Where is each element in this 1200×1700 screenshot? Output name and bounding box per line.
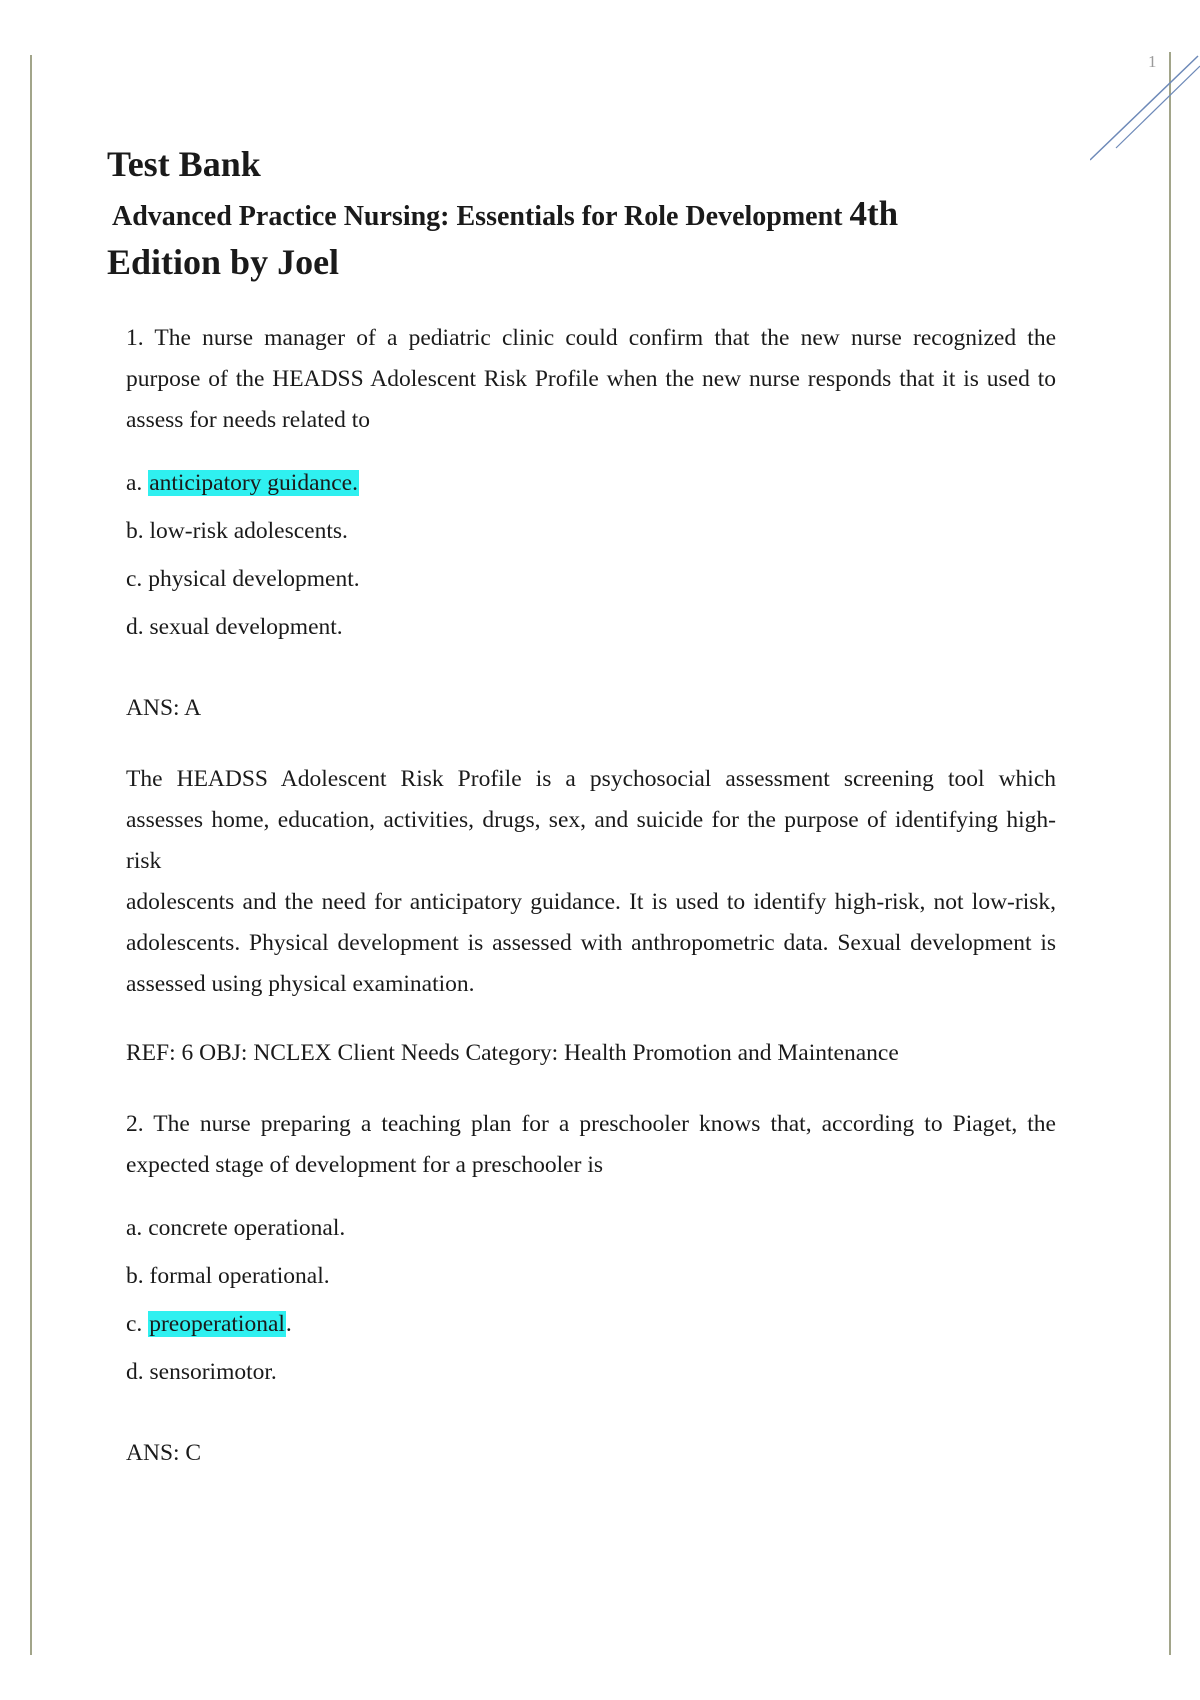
option-suffix: . <box>285 1311 292 1337</box>
title-line-3: Edition by Joel <box>107 242 340 282</box>
option-text: formal operational. <box>149 1263 330 1289</box>
rationale-line: adolescents and the need for anticipatory guidance. It is used to identify high-risk, not low-risk, <box>126 889 1056 915</box>
question-2-answer: ANS: C <box>126 1440 202 1466</box>
left-margin-rule <box>30 55 32 1655</box>
question-2-option-c <box>126 1304 1056 1345</box>
rationale-line: assessed using physical examination. <box>126 971 475 997</box>
option-text: physical development. <box>148 566 360 592</box>
question-2-option-b <box>126 1256 1056 1297</box>
question-1-option-a <box>126 463 1056 504</box>
question-1-stem: 1. The nurse manager of a pediatric clinic could confirm that the new nurse recognized the purpose of the HEADSS Adolescent Risk Profile when the new nurse responds that it is used to assess for needs related to <box>126 325 1056 433</box>
question-1-answer: ANS: A <box>126 695 202 721</box>
highlighted-answer: preoperational <box>149 1311 285 1337</box>
question-1-reference: REF: 6 OBJ: NCLEX Client Needs Category: Health Promotion and Maintenance <box>126 1040 899 1066</box>
question-2-stem: 2. The nurse preparing a teaching plan for a preschooler knows that, according to Piaget, the expected stage of development for a preschooler is <box>126 1111 1056 1178</box>
option-text: sexual development. <box>149 614 343 640</box>
question-1-option-b <box>126 511 1056 552</box>
edition-number: 4th <box>849 194 899 233</box>
option-prefix: a. <box>126 470 149 496</box>
option-prefix: c. <box>126 1311 149 1337</box>
option-text: concrete operational. <box>148 1215 346 1241</box>
option-prefix: b. <box>126 1263 150 1289</box>
corner-line-2 <box>1116 66 1200 148</box>
right-margin-rule <box>1169 52 1171 1655</box>
rationale-line: risk <box>126 848 162 874</box>
title-line-1: Test Bank <box>107 144 261 184</box>
question-2-option-a <box>126 1208 1056 1249</box>
book-title: Advanced Practice Nursing: Essentials for Role Development <box>112 201 843 232</box>
option-prefix: d. <box>126 1359 150 1385</box>
option-prefix: c. <box>126 566 149 592</box>
question-1-rationale <box>126 759 1056 1005</box>
option-prefix: d. <box>126 614 150 640</box>
title-block <box>107 140 1107 285</box>
question-2-option-d <box>126 1352 1056 1393</box>
rationale-line: assesses home, education, activities, drugs, sex, and suicide for the purpose of identifying high- <box>126 807 1056 833</box>
rationale-line: The HEADSS Adolescent Risk Profile is a psychosocial assessment screening tool which <box>126 766 1056 792</box>
highlighted-answer: anticipatory guidance. <box>149 470 358 496</box>
question-1-option-c <box>126 559 1056 600</box>
title-line-2 <box>112 192 1107 239</box>
option-prefix: b. <box>126 518 150 544</box>
option-prefix: a. <box>126 1215 149 1241</box>
question-content <box>126 318 1056 1504</box>
question-1-option-d <box>126 607 1056 648</box>
rationale-line: adolescents. Physical development is assessed with anthropometric data. Sexual development is <box>126 930 1056 956</box>
page-number: 1 <box>1148 52 1157 71</box>
option-text: sensorimotor. <box>149 1359 277 1385</box>
option-text: low-risk adolescents. <box>149 518 348 544</box>
